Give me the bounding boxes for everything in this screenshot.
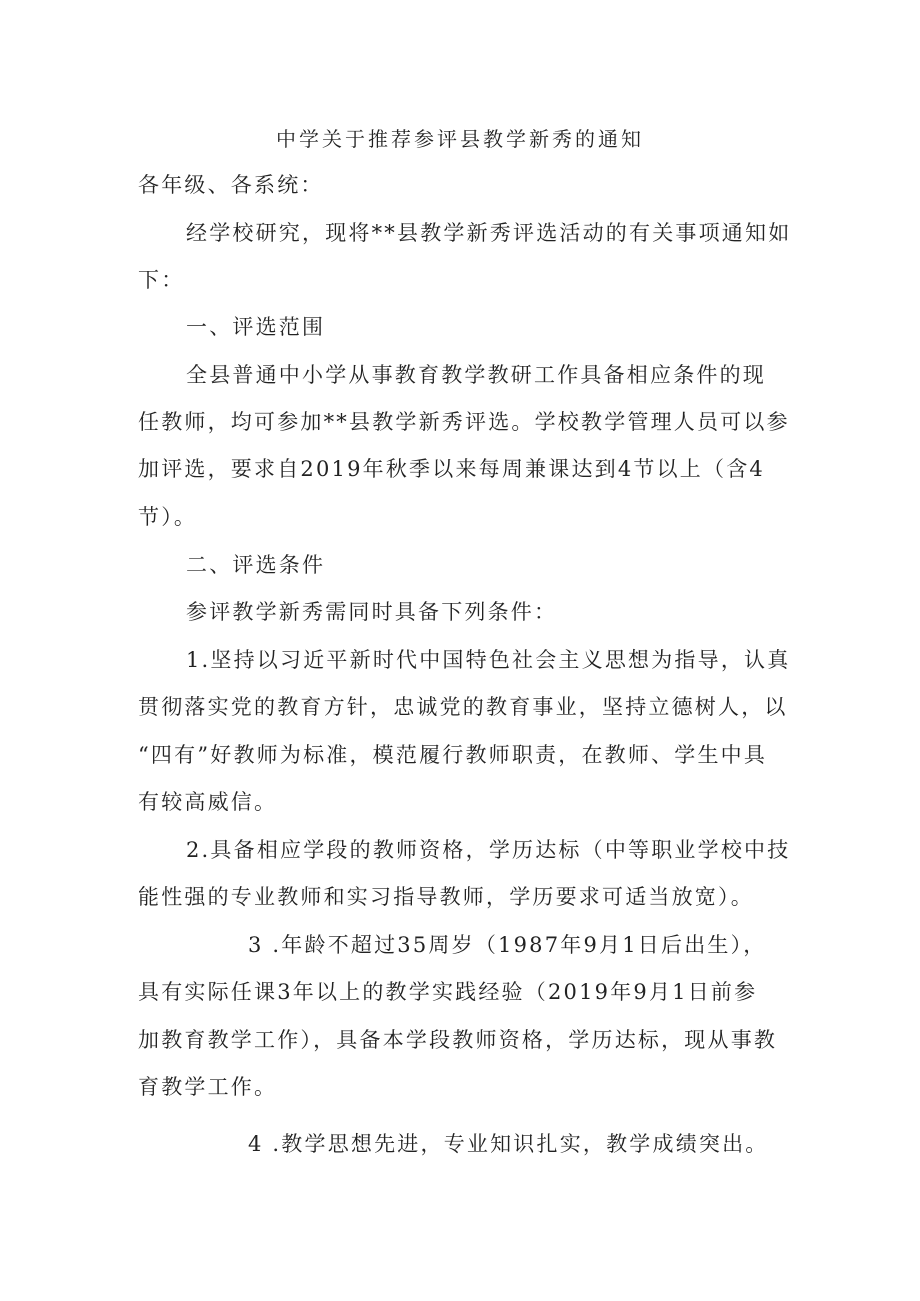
document-line: 经学校研究，现将**县教学新秀评选活动的有关事项通知如 [186,221,792,245]
document-line: 各年级、各系统： [138,173,324,197]
document-line: 2.具备相应学段的教师资格，学历达标（中等职业学校中技 [186,838,791,862]
document-line: 能性强的专业教师和实习指导教师，学历要求可适当放宽）。 [138,885,754,909]
document-line: 全县普通中小学从事教育教学教研工作具备相应条件的现 [186,363,766,387]
document-line: 一、评选范围 [186,315,326,339]
document-line: 加教育教学工作），具备本学段教师资格，学历达标，现从事教 [138,1028,778,1052]
document-line: 加评选，要求自2019年秋季以来每周兼课达到4节以上（含4 [138,457,765,481]
document-line: 1.坚持以习近平新时代中国特色社会主义思想为指导，认真 [186,648,791,672]
document-line: 贯彻落实党的教育方针，忠诚党的教育事业，坚持立德树人，以 [138,695,788,719]
document-line: 育教学工作。 [138,1075,278,1099]
document-line: 参评教学新秀需同时具备下列条件： [186,600,558,624]
document-line: 有较高威信。 [138,790,278,814]
document-line: 二、评选条件 [186,553,326,577]
document-line: 具有实际任课3年以上的教学实践经验（2019年9月1日前参 [138,980,758,1004]
document-line: 下： [138,268,185,292]
document-line: 4 .教学思想先进，专业知识扎实，教学成绩突出。 [248,1132,769,1156]
document-line: 任教师，均可参加**县教学新秀评选。学校教学管理人员可以参 [138,410,790,434]
document-line: 节）。 [138,505,198,529]
document-line: 3 .年龄不超过35周岁（1987年9月1日后出生）， [248,933,767,957]
document-title: 中学关于推荐参评县教学新秀的通知 [276,127,644,151]
document-line: “四有”好教师为标准，模范履行教师职责，在教师、学生中具 [138,743,768,767]
